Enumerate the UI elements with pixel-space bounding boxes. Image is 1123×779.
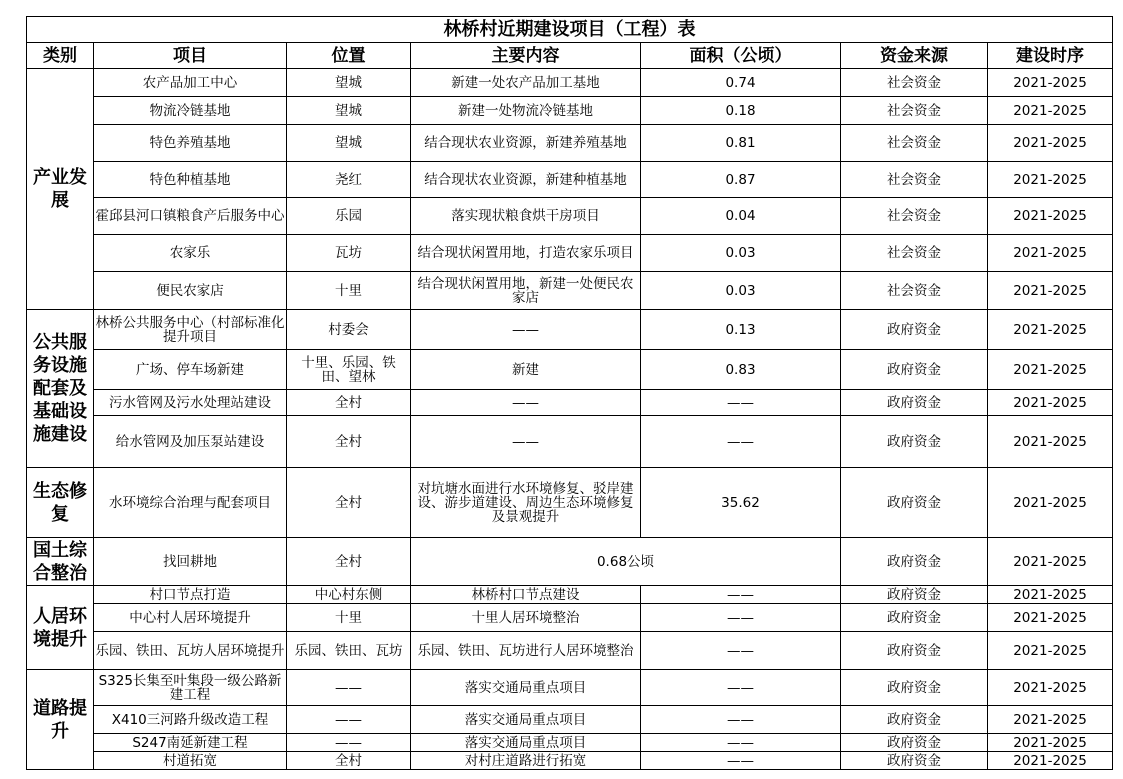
- cell-funding: 社会资金: [841, 272, 988, 310]
- cell-funding: 政府资金: [841, 586, 988, 604]
- cell-period: 2021-2025: [988, 586, 1113, 604]
- cell-period: 2021-2025: [988, 538, 1113, 586]
- cell-content: 结合现状农业资源，新建种植基地: [411, 162, 641, 198]
- cell-area: ——: [641, 706, 841, 734]
- cell-content: 十里人居环境整治: [411, 604, 641, 632]
- cell-period: 2021-2025: [988, 468, 1113, 538]
- cell-location: 十里、乐园、铁田、望林: [287, 350, 411, 390]
- cell-project: 找回耕地: [94, 538, 287, 586]
- cell-funding: 政府资金: [841, 734, 988, 752]
- cell-content: ——: [411, 310, 641, 350]
- table-title: 林桥村近期建设项目（工程）表: [27, 17, 1113, 43]
- cell-period: 2021-2025: [988, 310, 1113, 350]
- cell-area: 0.81: [641, 125, 841, 162]
- cell-content: 结合现状农业资源，新建养殖基地: [411, 125, 641, 162]
- header-project: 项目: [94, 43, 287, 69]
- cell-area: ——: [641, 752, 841, 770]
- cell-area: ——: [641, 390, 841, 416]
- cell-location: 全村: [287, 390, 411, 416]
- cell-content: 落实交通局重点项目: [411, 734, 641, 752]
- cell-period: 2021-2025: [988, 734, 1113, 752]
- cell-area: ——: [641, 604, 841, 632]
- cell-project: 特色养殖基地: [94, 125, 287, 162]
- cell-funding: 政府资金: [841, 706, 988, 734]
- cell-project: 村口节点打造: [94, 586, 287, 604]
- cell-content: 结合现状闲置用地，新建一处便民农家店: [411, 272, 641, 310]
- cell-period: 2021-2025: [988, 125, 1113, 162]
- cell-project: 村道拓宽: [94, 752, 287, 770]
- cell-period: 2021-2025: [988, 350, 1113, 390]
- cell-area: ——: [641, 734, 841, 752]
- cell-funding: 政府资金: [841, 632, 988, 670]
- cell-location: 村委会: [287, 310, 411, 350]
- cell-area: ——: [641, 416, 841, 468]
- cell-location: ——: [287, 734, 411, 752]
- cell-area: 0.13: [641, 310, 841, 350]
- cell-location: 全村: [287, 416, 411, 468]
- cell-project: S247南延新建工程: [94, 734, 287, 752]
- cell-project: 特色种植基地: [94, 162, 287, 198]
- category-cell: 国土综合整治: [27, 538, 94, 586]
- category-cell: 公共服务设施配套及基础设施建设: [27, 310, 94, 468]
- cell-period: 2021-2025: [988, 97, 1113, 125]
- cell-period: 2021-2025: [988, 198, 1113, 235]
- category-cell: 人居环境提升: [27, 586, 94, 670]
- cell-funding: 社会资金: [841, 125, 988, 162]
- project-table: [26, 16, 1113, 770]
- cell-funding: 社会资金: [841, 97, 988, 125]
- cell-location: 乐园、铁田、瓦坊: [287, 632, 411, 670]
- cell-location: 瓦坊: [287, 235, 411, 272]
- cell-area: 35.62: [641, 468, 841, 538]
- cell-period: 2021-2025: [988, 235, 1113, 272]
- cell-content-area: 0.68公顷: [411, 538, 841, 586]
- cell-content: 林桥村口节点建设: [411, 586, 641, 604]
- cell-funding: 政府资金: [841, 604, 988, 632]
- cell-project: 给水管网及加压泵站建设: [94, 416, 287, 468]
- cell-period: 2021-2025: [988, 162, 1113, 198]
- cell-funding: 政府资金: [841, 350, 988, 390]
- cell-project: 水环境综合治理与配套项目: [94, 468, 287, 538]
- cell-funding: 政府资金: [841, 390, 988, 416]
- cell-project: S325长集至叶集段一级公路新建工程: [94, 670, 287, 706]
- cell-period: 2021-2025: [988, 752, 1113, 770]
- cell-content: 落实现状粮食烘干房项目: [411, 198, 641, 235]
- cell-project: 林桥公共服务中心（村部标准化提升项目: [94, 310, 287, 350]
- cell-location: 十里: [287, 604, 411, 632]
- cell-location: 望城: [287, 69, 411, 97]
- category-cell: 产业发展: [27, 69, 94, 310]
- cell-project: 农产品加工中心: [94, 69, 287, 97]
- cell-funding: 政府资金: [841, 670, 988, 706]
- cell-content: 乐园、铁田、瓦坊进行人居环境整治: [411, 632, 641, 670]
- cell-location: ——: [287, 670, 411, 706]
- cell-project: 污水管网及污水处理站建设: [94, 390, 287, 416]
- cell-content: 结合现状闲置用地，打造农家乐项目: [411, 235, 641, 272]
- cell-project: 中心村人居环境提升: [94, 604, 287, 632]
- cell-content: 落实交通局重点项目: [411, 670, 641, 706]
- cell-content: ——: [411, 390, 641, 416]
- cell-period: 2021-2025: [988, 706, 1113, 734]
- cell-project: 乐园、铁田、瓦坊人居环境提升: [94, 632, 287, 670]
- cell-period: 2021-2025: [988, 390, 1113, 416]
- cell-location: 尧红: [287, 162, 411, 198]
- cell-area: ——: [641, 632, 841, 670]
- cell-project: 农家乐: [94, 235, 287, 272]
- header-area: 面积（公顷）: [641, 43, 841, 69]
- cell-content: 落实交通局重点项目: [411, 706, 641, 734]
- cell-area: 0.87: [641, 162, 841, 198]
- cell-funding: 社会资金: [841, 69, 988, 97]
- cell-location: 乐园: [287, 198, 411, 235]
- cell-content: ——: [411, 416, 641, 468]
- cell-location: 全村: [287, 468, 411, 538]
- cell-project: 霍邱县河口镇粮食产后服务中心: [94, 198, 287, 235]
- cell-content: 对坑塘水面进行水环境修复、驳岸建设、游步道建设、周边生态环境修复及景观提升: [411, 468, 641, 538]
- cell-period: 2021-2025: [988, 416, 1113, 468]
- cell-area: ——: [641, 586, 841, 604]
- cell-project: 物流冷链基地: [94, 97, 287, 125]
- cell-funding: 政府资金: [841, 538, 988, 586]
- cell-content: 新建一处农产品加工基地: [411, 69, 641, 97]
- cell-area: 0.03: [641, 272, 841, 310]
- cell-period: 2021-2025: [988, 69, 1113, 97]
- cell-area: 0.83: [641, 350, 841, 390]
- cell-content: 对村庄道路进行拓宽: [411, 752, 641, 770]
- cell-content: 新建一处物流冷链基地: [411, 97, 641, 125]
- cell-period: 2021-2025: [988, 604, 1113, 632]
- cell-funding: 社会资金: [841, 162, 988, 198]
- cell-area: 0.03: [641, 235, 841, 272]
- cell-area: ——: [641, 670, 841, 706]
- header-content: 主要内容: [411, 43, 641, 69]
- cell-location: 全村: [287, 752, 411, 770]
- cell-area: 0.18: [641, 97, 841, 125]
- cell-period: 2021-2025: [988, 670, 1113, 706]
- cell-period: 2021-2025: [988, 632, 1113, 670]
- cell-location: ——: [287, 706, 411, 734]
- header-category: 类别: [27, 43, 94, 69]
- cell-area: 0.74: [641, 69, 841, 97]
- cell-location: 全村: [287, 538, 411, 586]
- category-cell: 生态修复: [27, 468, 94, 538]
- cell-funding: 政府资金: [841, 416, 988, 468]
- header-location: 位置: [287, 43, 411, 69]
- cell-funding: 政府资金: [841, 752, 988, 770]
- header-funding: 资金来源: [841, 43, 988, 69]
- cell-funding: 社会资金: [841, 198, 988, 235]
- cell-location: 十里: [287, 272, 411, 310]
- category-cell: 道路提升: [27, 670, 94, 770]
- header-period: 建设时序: [988, 43, 1113, 69]
- cell-funding: 社会资金: [841, 235, 988, 272]
- cell-area: 0.04: [641, 198, 841, 235]
- cell-location: 望城: [287, 125, 411, 162]
- cell-content: 新建: [411, 350, 641, 390]
- cell-location: 中心村东侧: [287, 586, 411, 604]
- cell-funding: 政府资金: [841, 468, 988, 538]
- cell-period: 2021-2025: [988, 272, 1113, 310]
- cell-funding: 政府资金: [841, 310, 988, 350]
- cell-project: X410三河路升级改造工程: [94, 706, 287, 734]
- cell-location: 望城: [287, 97, 411, 125]
- cell-project: 广场、停车场新建: [94, 350, 287, 390]
- cell-project: 便民农家店: [94, 272, 287, 310]
